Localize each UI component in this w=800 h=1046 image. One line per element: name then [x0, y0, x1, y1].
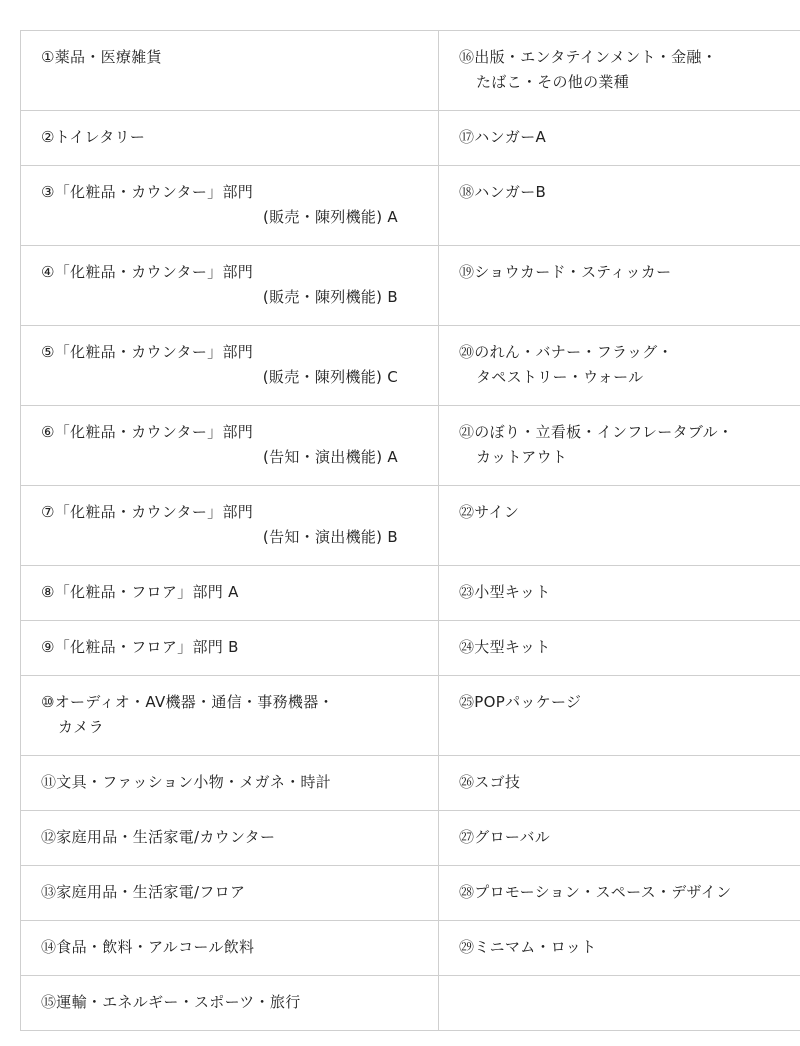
category-cell	[439, 811, 800, 866]
category-label: ㉔大型キット	[459, 638, 551, 656]
category-cell	[439, 566, 800, 621]
category-cell	[439, 676, 800, 756]
table-row	[21, 676, 800, 756]
category-label: ⑥「化粧品・カウンター」部門	[41, 423, 254, 441]
category-label: ②トイレタリー	[41, 128, 146, 146]
category-label: ⑦「化粧品・カウンター」部門	[41, 503, 254, 521]
table-row	[21, 486, 800, 566]
category-sublabel: (販売・陳列機能) C	[262, 368, 398, 386]
category-label: ⑱ハンガーB	[459, 183, 547, 201]
empty-cell	[439, 976, 800, 1031]
category-label-continued: タペストリー・ウォール	[476, 368, 644, 386]
category-label: ㉖スゴ技	[459, 773, 521, 791]
category-cell	[21, 976, 439, 1031]
category-cell	[21, 326, 439, 406]
category-sublabel: (告知・演出機能) B	[262, 528, 398, 546]
category-cell	[21, 621, 439, 676]
category-label: ⑮運輸・エネルギー・スポーツ・旅行	[41, 993, 301, 1011]
category-label-continued: カメラ	[58, 718, 104, 736]
table-row	[21, 866, 800, 921]
category-label: ⑪文具・ファッション小物・メガネ・時計	[41, 773, 332, 791]
category-label: ㉕POPパッケージ	[459, 693, 582, 711]
category-cell	[21, 756, 439, 811]
category-cell	[21, 111, 439, 166]
category-label: ⑰ハンガーA	[459, 128, 547, 146]
category-label: ㉗グローバル	[459, 828, 551, 846]
category-cell	[439, 621, 800, 676]
category-cell	[439, 326, 800, 406]
category-cell	[439, 921, 800, 976]
category-cell	[439, 866, 800, 921]
category-label: ⑭食品・飲料・アルコール飲料	[41, 938, 255, 956]
category-index	[20, 30, 762, 1031]
category-label: ③「化粧品・カウンター」部門	[41, 183, 254, 201]
category-cell	[439, 756, 800, 811]
category-label-continued: カットアウト	[476, 448, 568, 466]
category-label: ⑩オーディオ・AV機器・通信・事務機器・	[41, 693, 334, 711]
category-cell	[21, 811, 439, 866]
category-cell	[439, 111, 800, 166]
category-label: ㉓小型キット	[459, 583, 551, 601]
category-label: ㉘プロモーション・スペース・デザイン	[459, 883, 732, 901]
category-label: ⑨「化粧品・フロア」部門 B	[41, 638, 239, 656]
table-row	[21, 756, 800, 811]
table-row	[21, 621, 800, 676]
category-cell	[439, 166, 800, 246]
category-label: ⑲ショウカード・スティッカー	[459, 263, 672, 281]
category-cell	[21, 866, 439, 921]
category-cell	[21, 31, 439, 111]
category-label: ⑯出版・エンタテインメント・金融・	[459, 48, 718, 66]
category-label: ⑫家庭用品・生活家電/カウンター	[41, 828, 276, 846]
category-cell	[439, 31, 800, 111]
category-label: ㉑のぼり・立看板・インフレータブル・	[459, 423, 734, 441]
table-row	[21, 31, 800, 111]
table-row	[21, 166, 800, 246]
category-label: ①薬品・医療雑貨	[41, 48, 162, 66]
category-cell	[21, 406, 439, 486]
category-label: ⑳のれん・バナー・フラッグ・	[459, 343, 673, 361]
table-row	[21, 246, 800, 326]
category-cell	[21, 246, 439, 326]
category-sublabel: (販売・陳列機能) A	[262, 208, 398, 226]
category-label: ㉙ミニマム・ロット	[459, 938, 597, 956]
category-label: ⑧「化粧品・フロア」部門 A	[41, 583, 239, 601]
category-label: ⑬家庭用品・生活家電/フロア	[41, 883, 246, 901]
table-row	[21, 566, 800, 621]
category-cell	[439, 246, 800, 326]
table-row	[21, 811, 800, 866]
category-cell	[21, 566, 439, 621]
category-cell	[439, 406, 800, 486]
category-sublabel: (販売・陳列機能) B	[262, 288, 398, 306]
category-table	[20, 30, 800, 1031]
table-row	[21, 111, 800, 166]
category-label: ㉒サイン	[459, 503, 520, 521]
category-cell	[439, 486, 800, 566]
category-cell	[21, 486, 439, 566]
category-cell	[21, 676, 439, 756]
table-row	[21, 921, 800, 976]
category-cell	[21, 166, 439, 246]
table-row	[21, 326, 800, 406]
category-label-continued: たばこ・その他の業種	[476, 73, 630, 91]
table-row	[21, 976, 800, 1031]
category-label: ⑤「化粧品・カウンター」部門	[41, 343, 254, 361]
table-row	[21, 406, 800, 486]
category-cell	[21, 921, 439, 976]
category-label: ④「化粧品・カウンター」部門	[41, 263, 254, 281]
category-sublabel: (告知・演出機能) A	[262, 448, 398, 466]
